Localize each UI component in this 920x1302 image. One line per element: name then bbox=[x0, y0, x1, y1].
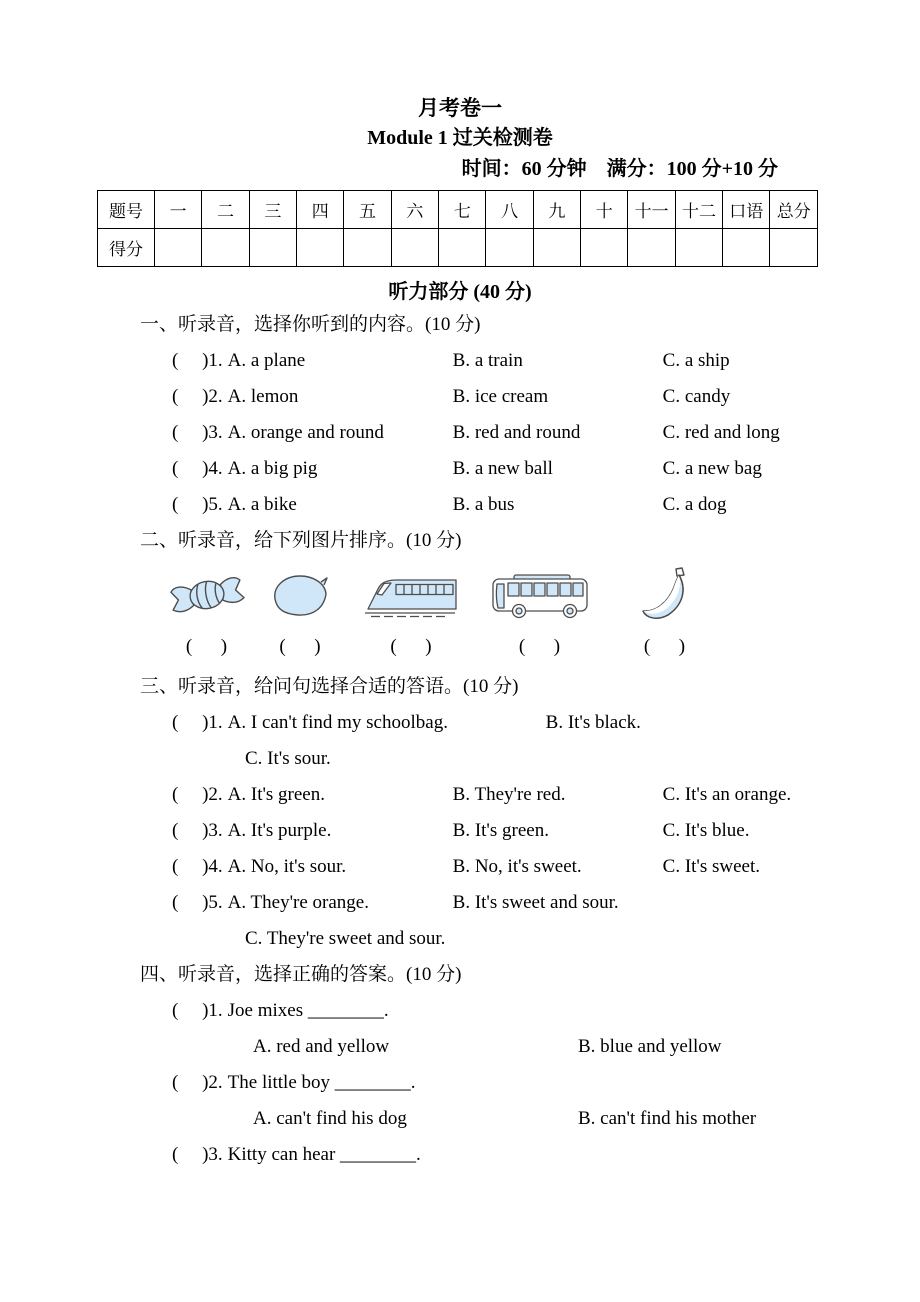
option-a: A. a bike bbox=[227, 494, 297, 515]
option-row bbox=[253, 1101, 920, 1137]
answer-paren[interactable]: ( )1. bbox=[172, 712, 223, 733]
question-row bbox=[172, 379, 920, 415]
question-row bbox=[172, 849, 920, 885]
option-b: B. a new ball bbox=[452, 458, 553, 479]
score-cell[interactable] bbox=[628, 229, 675, 267]
question-row bbox=[172, 343, 920, 379]
option-a: A. They're orange. bbox=[227, 892, 369, 913]
option-b: B. They're red. bbox=[452, 784, 566, 805]
score-header-cell: 总分 bbox=[770, 191, 818, 229]
question-row bbox=[172, 813, 920, 849]
score-header-cell: 六 bbox=[391, 191, 438, 229]
question-row bbox=[172, 1065, 920, 1101]
answer-paren[interactable]: ( )5. bbox=[172, 892, 223, 913]
question-stem: The little boy ________. bbox=[227, 1072, 416, 1093]
section-4-title: 四、听录音，选择正确的答案。(10 分) bbox=[140, 964, 462, 985]
listening-part-heading: 听力部分 (40 分) bbox=[388, 281, 532, 303]
question-row bbox=[172, 451, 920, 487]
answer-paren[interactable]: ( )4. bbox=[172, 856, 223, 877]
score-cell[interactable] bbox=[675, 229, 722, 267]
score-cell[interactable] bbox=[249, 229, 296, 267]
option-b: B. can't find his mother bbox=[578, 1108, 757, 1129]
candy-image bbox=[163, 569, 250, 621]
score-cell[interactable] bbox=[155, 229, 202, 267]
score-cell[interactable] bbox=[581, 229, 628, 267]
score-cell[interactable] bbox=[486, 229, 533, 267]
score-header-cell: 八 bbox=[486, 191, 533, 229]
option-a: A. No, it's sour. bbox=[227, 856, 347, 877]
option-a: A. orange and round bbox=[227, 422, 384, 443]
picture-row bbox=[163, 559, 920, 631]
option-b: B. a train bbox=[452, 350, 523, 371]
section-1-title: 一、听录音，选择你听到的内容。(10 分) bbox=[140, 314, 481, 335]
option-b: B. No, it's sweet. bbox=[452, 856, 582, 877]
option-a: A. a big pig bbox=[227, 458, 318, 479]
question-stem: Kitty can hear ________. bbox=[227, 1144, 421, 1165]
option-b: B. a bus bbox=[452, 494, 515, 515]
section-3-title: 三、听录音，给问句选择合适的答语。(10 分) bbox=[140, 676, 519, 697]
option-c: C. It's sweet. bbox=[662, 856, 761, 877]
answer-paren[interactable]: ( )1. bbox=[172, 350, 223, 371]
answer-paren[interactable]: ( )3. bbox=[172, 820, 223, 841]
lemon-image bbox=[250, 570, 350, 620]
score-cell[interactable] bbox=[202, 229, 249, 267]
option-c: C. candy bbox=[662, 386, 731, 407]
option-b: B. blue and yellow bbox=[578, 1036, 722, 1057]
score-cell[interactable] bbox=[770, 229, 818, 267]
answer-paren[interactable]: ( ) bbox=[390, 636, 432, 657]
option-a: A. I can't find my schoolbag. bbox=[227, 712, 448, 733]
answer-paren[interactable]: ( )3. bbox=[172, 1144, 223, 1165]
section-2-title: 二、听录音，给下列图片排序。(10 分) bbox=[140, 530, 462, 551]
page-title: 月考卷一 bbox=[418, 96, 502, 120]
score-header-cell: 四 bbox=[297, 191, 344, 229]
score-row-label: 得分 bbox=[98, 229, 155, 267]
score-cell[interactable] bbox=[297, 229, 344, 267]
answer-paren[interactable]: ( )4. bbox=[172, 458, 223, 479]
score-row bbox=[98, 229, 818, 267]
answer-paren[interactable]: ( )2. bbox=[172, 784, 223, 805]
score-table bbox=[97, 190, 818, 267]
question-row bbox=[172, 487, 920, 523]
score-header-cell: 一 bbox=[155, 191, 202, 229]
question-row bbox=[172, 885, 920, 921]
option-c: C. red and long bbox=[662, 422, 780, 443]
option-c: C. a dog bbox=[662, 494, 727, 515]
score-header-cell: 二 bbox=[202, 191, 249, 229]
score-table-header-row bbox=[98, 191, 818, 229]
score-header-cell: 十 bbox=[581, 191, 628, 229]
score-cell[interactable] bbox=[391, 229, 438, 267]
answer-paren[interactable]: ( )2. bbox=[172, 1072, 223, 1093]
option-c: C. It's an orange. bbox=[662, 784, 792, 805]
page-subtitle: Module 1 过关检测卷 bbox=[367, 127, 553, 149]
score-header-cell: 五 bbox=[344, 191, 391, 229]
option-c: C. a ship bbox=[662, 350, 730, 371]
option-c: C. It's blue. bbox=[662, 820, 750, 841]
score-cell[interactable] bbox=[723, 229, 770, 267]
option-a: A. can't find his dog bbox=[253, 1108, 407, 1129]
option-b: B. It's green. bbox=[452, 820, 549, 841]
answer-paren[interactable]: ( )5. bbox=[172, 494, 223, 515]
option-b: B. ice cream bbox=[452, 386, 549, 407]
option-a: A. It's purple. bbox=[227, 820, 332, 841]
bus-image bbox=[472, 568, 607, 622]
answer-slot-row bbox=[163, 631, 920, 663]
question-row bbox=[172, 993, 920, 1029]
answer-paren[interactable]: ( ) bbox=[643, 636, 686, 657]
option-a: A. It's green. bbox=[227, 784, 325, 805]
option-row bbox=[253, 1029, 920, 1065]
option-a: A. lemon bbox=[227, 386, 299, 407]
option-b: B. It's sweet and sour. bbox=[452, 892, 619, 913]
score-header-cell: 口语 bbox=[723, 191, 770, 229]
banana-image bbox=[607, 565, 722, 625]
answer-paren[interactable]: ( )1. bbox=[172, 1000, 223, 1021]
option-c: C. a new bag bbox=[662, 458, 762, 479]
option-a: A. a plane bbox=[227, 350, 306, 371]
exam-meta: 时间：60 分钟 满分：100 分+10 分 bbox=[461, 158, 778, 180]
score-header-cell: 题号 bbox=[98, 191, 155, 229]
question-row bbox=[172, 777, 920, 813]
score-cell[interactable] bbox=[439, 229, 486, 267]
answer-paren[interactable]: ( ) bbox=[185, 636, 228, 657]
score-header-cell: 十一 bbox=[628, 191, 675, 229]
answer-paren[interactable]: ( ) bbox=[518, 636, 561, 657]
question-row bbox=[172, 705, 920, 741]
score-cell[interactable] bbox=[533, 229, 580, 267]
option-b: B. It's black. bbox=[545, 712, 641, 733]
question-row bbox=[172, 1137, 920, 1173]
question-row bbox=[172, 415, 920, 451]
score-header-cell: 十二 bbox=[675, 191, 722, 229]
option-a: A. red and yellow bbox=[253, 1036, 390, 1057]
answer-paren[interactable]: ( )3. bbox=[172, 422, 223, 443]
score-header-cell: 三 bbox=[249, 191, 296, 229]
answer-paren[interactable]: ( ) bbox=[279, 636, 321, 657]
option-b: B. red and round bbox=[452, 422, 581, 443]
question-stem: Joe mixes ________. bbox=[227, 1000, 389, 1021]
train-image bbox=[350, 569, 472, 621]
score-header-cell: 七 bbox=[439, 191, 486, 229]
answer-paren[interactable]: ( )2. bbox=[172, 386, 223, 407]
option-c: C. It's sour. bbox=[245, 748, 331, 769]
score-cell[interactable] bbox=[344, 229, 391, 267]
score-header-cell: 九 bbox=[533, 191, 580, 229]
option-c: C. They're sweet and sour. bbox=[245, 928, 446, 949]
